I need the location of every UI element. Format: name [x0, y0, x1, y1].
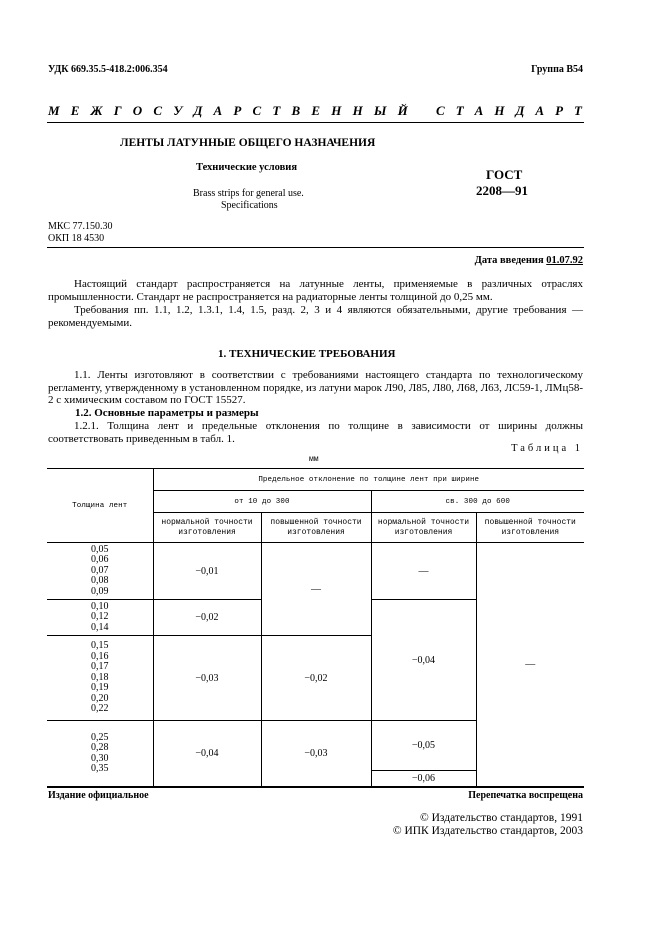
banner-letter: Н [352, 103, 363, 118]
banner-letter: Т [272, 103, 281, 118]
width-b-header: св. 300 до 600 [371, 491, 584, 513]
intro-date-label: Дата введения [474, 255, 547, 266]
thickness-value: 0,28 [91, 742, 109, 753]
banner-letter: Г [113, 103, 122, 118]
doc-title: ЛЕНТЫ ЛАТУННЫЕ ОБЩЕГО НАЗНАЧЕНИЯ [120, 137, 376, 149]
b-normal-cell: — [371, 543, 476, 600]
thickness-value: 0,16 [91, 650, 109, 662]
thickness-value: 0,14 [91, 621, 109, 633]
a-normal-cell: −0,04 [153, 721, 261, 787]
thickness-value: 0,08 [91, 575, 109, 587]
banner-letter: Р [233, 103, 242, 118]
banner-letter: В [291, 103, 301, 118]
thickness-value: 0,09 [91, 585, 109, 597]
thickness-value: 0,30 [91, 752, 109, 764]
thickness-value: 0,19 [91, 682, 109, 694]
header-a-normal: нормальной точности изготовления [153, 513, 261, 543]
english-title: Brass strips for general use. [193, 188, 304, 199]
okp-code: ОКП 18 4530 [48, 232, 105, 244]
intro-paragraph-1: Настоящий стандарт распространяется на латунные ленты, применяемые в различных отраслях промышленности. Стандарт не распространяется на радиаторные ленты толщиной до 0,25 мм. [48, 278, 583, 303]
banner-letter: А [535, 103, 545, 118]
banner-letter: Т [574, 103, 582, 118]
thickness-value: 0,20 [91, 692, 109, 704]
thickness-value: 0,22 [91, 703, 109, 715]
banner-word-interstate [48, 103, 408, 119]
b-normal-cell: −0,04 [371, 600, 476, 721]
tolerance-table [47, 468, 584, 787]
banner-letter: М [48, 103, 60, 118]
section-subheading-1-2: 1.2. Основные параметры и размеры [75, 407, 259, 419]
copyright-block [393, 812, 583, 838]
thickness-cell [47, 636, 153, 721]
a-high-cell: −0,02 [261, 636, 371, 721]
header-b-high: повышенной точности изготовления [476, 513, 584, 543]
group-code: Группа В54 [531, 64, 583, 75]
thickness-value: 0,06 [91, 554, 109, 566]
b-high-cell: — [476, 543, 584, 787]
banner-letter: Д [193, 103, 203, 118]
gost-number: 2208—91 [476, 183, 528, 198]
col-thickness-header: Толщина лент [47, 469, 153, 543]
thickness-cell [47, 543, 153, 600]
b-normal-cell: −0,05 [371, 721, 476, 771]
thickness-value: 0,07 [91, 564, 109, 576]
codes-rule [47, 247, 584, 248]
thickness-value: 0,05 [91, 543, 109, 555]
section-paragraph-1-2-1: 1.2.1. Толщина лент и предельные отклонения по толщине в зависимости от ширины должны соответствовать приведенным в табл. 1. [48, 420, 583, 445]
banner-letter: А [213, 103, 223, 118]
a-high-cell: — [261, 543, 371, 636]
a-normal-cell: −0,02 [153, 600, 261, 636]
banner-letter: Д [515, 103, 525, 118]
gost-label: ГОСТ [486, 167, 523, 182]
banner-letter: О [132, 103, 143, 118]
thickness-value: 0,18 [91, 671, 109, 683]
header-b-normal: нормальной точности изготовления [371, 513, 476, 543]
copyright-1991: © Издательство стандартов, 1991 [419, 812, 583, 824]
banner-word-standard [436, 103, 582, 119]
thickness-value: 0,25 [91, 731, 109, 743]
thickness-value: 0,12 [91, 611, 109, 623]
banner-letter: С [252, 103, 262, 118]
intro-date-value: 01.07.92 [546, 255, 583, 266]
banner-letter: Н [331, 103, 342, 118]
banner-letter: С [153, 103, 163, 118]
footer-rule [47, 787, 584, 788]
udk-code: УДК 669.35.5-418.2:006.354 [48, 64, 168, 75]
intro-date [475, 255, 583, 266]
thickness-value: 0,35 [91, 763, 109, 774]
b-normal-cell: −0,06 [371, 771, 476, 787]
banner-letter: У [173, 103, 183, 118]
banner-letter: А [474, 103, 484, 118]
banner-letter: Й [397, 103, 408, 118]
copyright-2003: © ИПК Издательство стандартов, 2003 [392, 825, 583, 837]
banner-letter: Ы [373, 103, 387, 118]
thickness-value: 0,10 [91, 600, 109, 612]
interstate-standard-banner [48, 103, 582, 119]
banner-letter: С [436, 103, 445, 118]
section-heading: 1. ТЕХНИЧЕСКИЕ ТРЕБОВАНИЯ [218, 348, 396, 360]
classification-codes [48, 221, 112, 244]
thickness-cell [47, 600, 153, 636]
doc-subtitle: Технические условия [196, 162, 298, 173]
thickness-value: 0,17 [91, 661, 109, 673]
header-a-high: повышенной точности изготовления [261, 513, 371, 543]
a-normal-cell: −0,01 [153, 543, 261, 600]
a-high-cell: −0,03 [261, 721, 371, 787]
banner-letter: Р [555, 103, 564, 118]
thickness-value: 0,15 [91, 640, 109, 652]
group-header: Предельное отклонение по толщине лент при ширине [153, 469, 584, 491]
a-normal-cell: −0,03 [153, 636, 261, 721]
section-paragraph-1-1: 1.1. Ленты изготовляют в соответствии с требованиями настоящего стандарта по технологическому регламенту, утвержденному в установленном порядке, из латуни марок Л90, Л85, Л80, Л68, Л63, ЛС59-1, ЛМц58-2 с химическим составом по ГОСТ 15527. [48, 369, 583, 406]
width-a-header: от 10 до 300 [153, 491, 371, 513]
banner-letter: Ж [90, 103, 103, 118]
english-subtitle: Specifications [221, 200, 278, 211]
intro-paragraph-2: Требования пп. 1.1, 1.2, 1.3.1, 1.4, 1.5, разд. 2, 3 и 4 являются обязательными, другие требования — рекомендуемыми. [48, 304, 583, 329]
banner-letter: Т [455, 103, 464, 118]
mks-code: МКС 77.150.30 [48, 221, 113, 232]
banner-letter: Н [494, 103, 505, 118]
banner-letter: Е [311, 103, 321, 118]
thickness-cell [47, 721, 153, 787]
table-unit: мм [309, 455, 319, 464]
header-rule [47, 122, 584, 123]
reprint-notice: Перепечатка воспрещена [468, 790, 583, 801]
banner-letter: Е [70, 103, 80, 118]
table-label: Таблица 1 [511, 443, 583, 454]
official-edition: Издание официальное [48, 790, 149, 801]
